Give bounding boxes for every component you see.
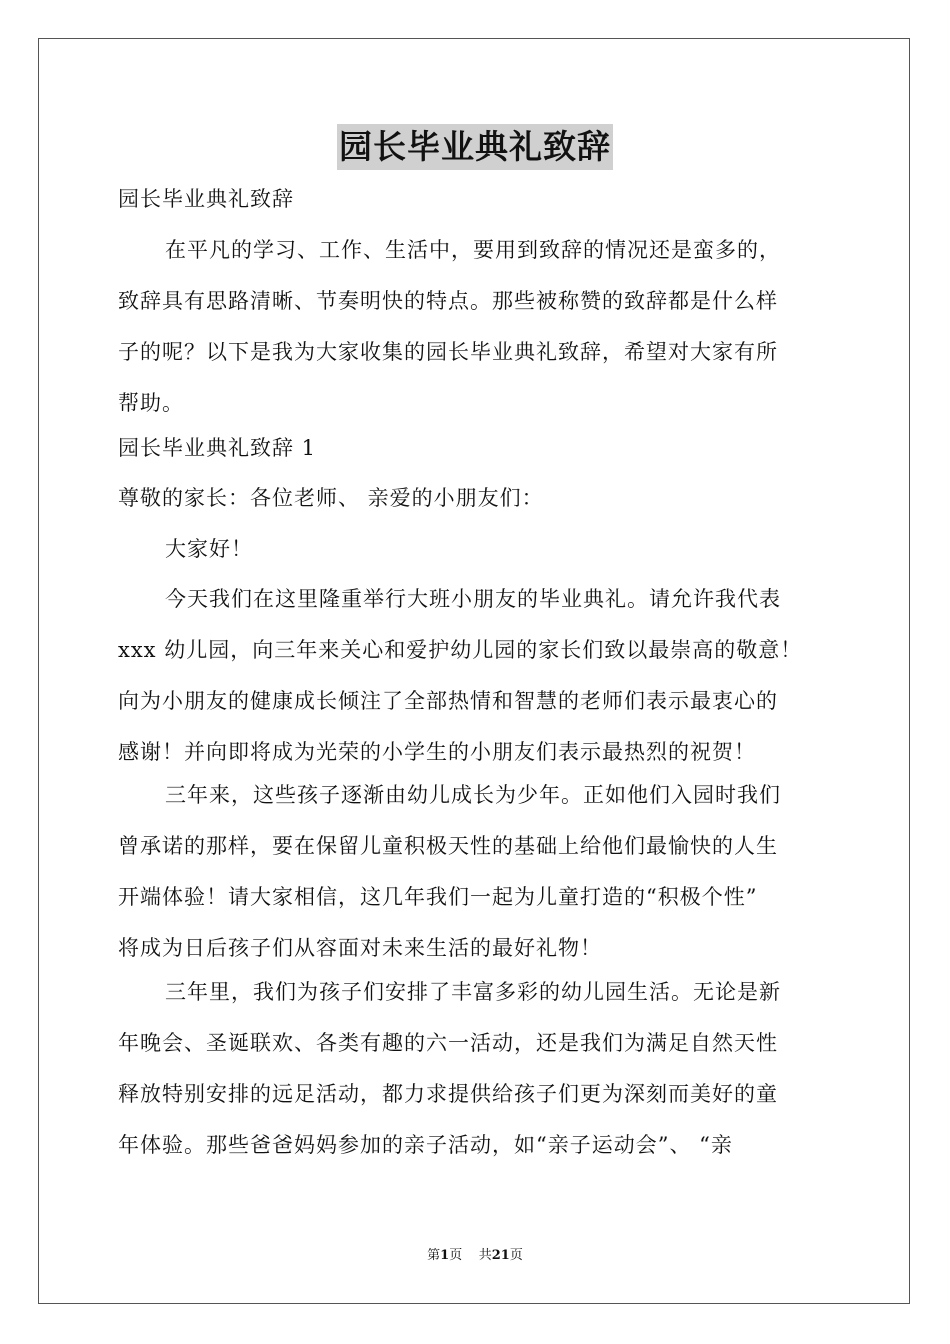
paragraph-line: 开端体验！请大家相信，这几年我们一起为儿童打造的“积极个性”: [118, 885, 758, 909]
intro-paragraph: [118, 225, 834, 429]
intro-line: 致辞具有思路清晰、节奏明快的特点。那些被称赞的致辞都是什么样: [118, 289, 778, 313]
greeting: 大家好！: [165, 537, 253, 561]
page-footer: [0, 1244, 950, 1263]
section-heading: 园长毕业典礼致辞 1: [118, 436, 317, 460]
page-prefix: 第: [427, 1248, 441, 1263]
paragraph-line: xxx 幼儿园，向三年来关心和爱护幼儿园的家长们致以最崇高的敬意！: [118, 638, 803, 662]
intro-line: 在平凡的学习、工作、生活中，要用到致辞的情况还是蛮多的，: [165, 238, 781, 262]
paragraph-2: [118, 770, 834, 974]
greeting-block: [118, 524, 834, 575]
paragraph-line: 年晚会、圣诞联欢、各类有趣的六一活动，还是我们为满足自然天性: [118, 1031, 778, 1055]
paragraph-line: 三年里，我们为孩子们安排了丰富多彩的幼儿园生活。无论是新: [165, 980, 781, 1004]
paragraph-line: 年体验。那些爸爸妈妈参加的亲子活动，如“亲子运动会”、 “亲: [118, 1133, 733, 1157]
intro-line: 帮助。: [118, 391, 184, 415]
total-pages: 21: [491, 1248, 510, 1263]
document-title: 园长毕业典礼致辞: [337, 124, 613, 170]
intro-line: 子的呢？以下是我为大家收集的园长毕业典礼致辞，希望对大家有所: [118, 340, 778, 364]
paragraph-1: [118, 574, 834, 778]
paragraph-line: 释放特别安排的远足活动，都力求提供给孩子们更为深刻而美好的童: [118, 1082, 778, 1106]
salutation: 尊敬的家长：各位老师、 亲爱的小朋友们：: [118, 486, 544, 510]
paragraph-line: 将成为日后孩子们从容面对未来生活的最好礼物！: [118, 936, 602, 960]
subtitle-block: [118, 174, 834, 225]
title-wrap: [0, 124, 950, 170]
paragraph-line: 感谢！并向即将成为光荣的小学生的小朋友们表示最热烈的祝贺！: [118, 740, 756, 764]
page-number: 1: [440, 1248, 450, 1263]
paragraph-line: 三年来，这些孩子逐渐由幼儿成长为少年。正如他们入园时我们: [165, 783, 781, 807]
page-suffix: 页: [449, 1248, 463, 1263]
salutation-block: [118, 473, 834, 524]
paragraph-line: 曾承诺的那样，要在保留儿童积极天性的基础上给他们最愉快的人生: [118, 834, 778, 858]
paragraph-line: 今天我们在这里隆重举行大班小朋友的毕业典礼。请允许我代表: [165, 587, 781, 611]
subtitle: 园长毕业典礼致辞: [118, 187, 294, 211]
paragraph-3: [118, 967, 834, 1171]
total-prefix: 共: [478, 1248, 492, 1263]
paragraph-line: 向为小朋友的健康成长倾注了全部热情和智慧的老师们表示最衷心的: [118, 689, 778, 713]
section-heading-block: [118, 423, 834, 474]
total-suffix: 页: [509, 1248, 523, 1263]
